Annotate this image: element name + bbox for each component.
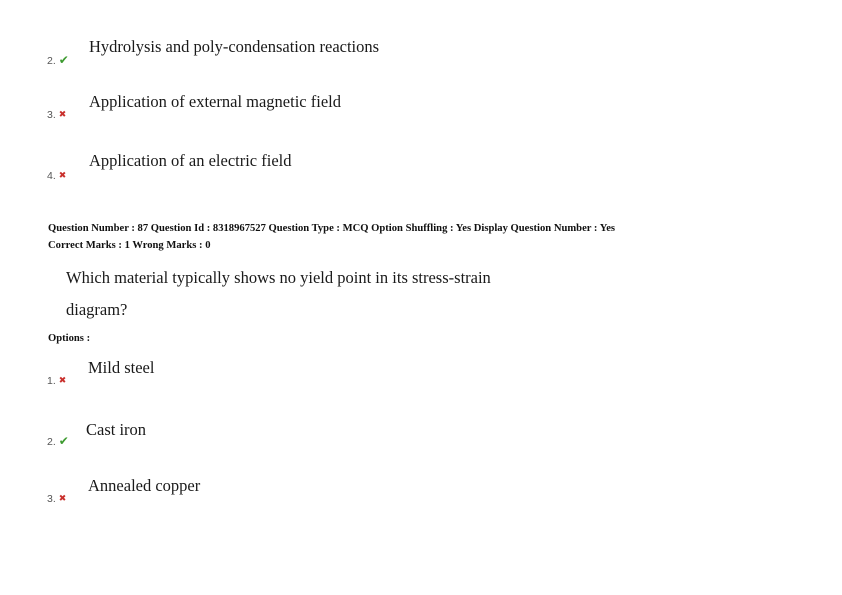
option-number <box>47 53 69 67</box>
option-number-label: 3. <box>47 493 56 505</box>
option-number <box>47 109 66 121</box>
question-meta-line2: Correct Marks : 1 Wrong Marks : 0 <box>48 240 211 251</box>
question-text-line2: diagram? <box>66 300 128 319</box>
cross-icon: ✖ <box>58 375 67 385</box>
option-number-label: 1. <box>47 375 56 387</box>
option-number <box>47 170 66 182</box>
option-number <box>47 493 66 505</box>
options-label: Options : <box>48 333 91 344</box>
option-number <box>47 375 66 387</box>
check-icon: ✔ <box>58 53 69 67</box>
option-number-label: 3. <box>47 109 56 121</box>
option-text: Annealed copper <box>88 476 201 495</box>
option-number-label: 4. <box>47 170 56 182</box>
option-text: Application of external magnetic field <box>89 92 341 111</box>
cross-icon: ✖ <box>58 170 67 180</box>
question-meta-line1: Question Number : 87 Question Id : 8318967527 Question Type : MCQ Option Shuffling : Yes Display Question Number : Yes <box>48 223 616 234</box>
option-number-label: 2. <box>47 55 56 67</box>
option-text: Hydrolysis and poly-condensation reactions <box>89 37 380 56</box>
cross-icon: ✖ <box>58 493 67 503</box>
question-text-line1: Which material typically shows no yield point in its stress-strain <box>66 268 491 287</box>
check-icon: ✔ <box>58 434 69 448</box>
option-text: Cast iron <box>86 420 147 439</box>
option-text: Mild steel <box>88 358 155 377</box>
option-text: Application of an electric field <box>89 151 292 170</box>
option-number-label: 2. <box>47 436 56 448</box>
cross-icon: ✖ <box>58 109 67 119</box>
option-number <box>47 434 69 448</box>
